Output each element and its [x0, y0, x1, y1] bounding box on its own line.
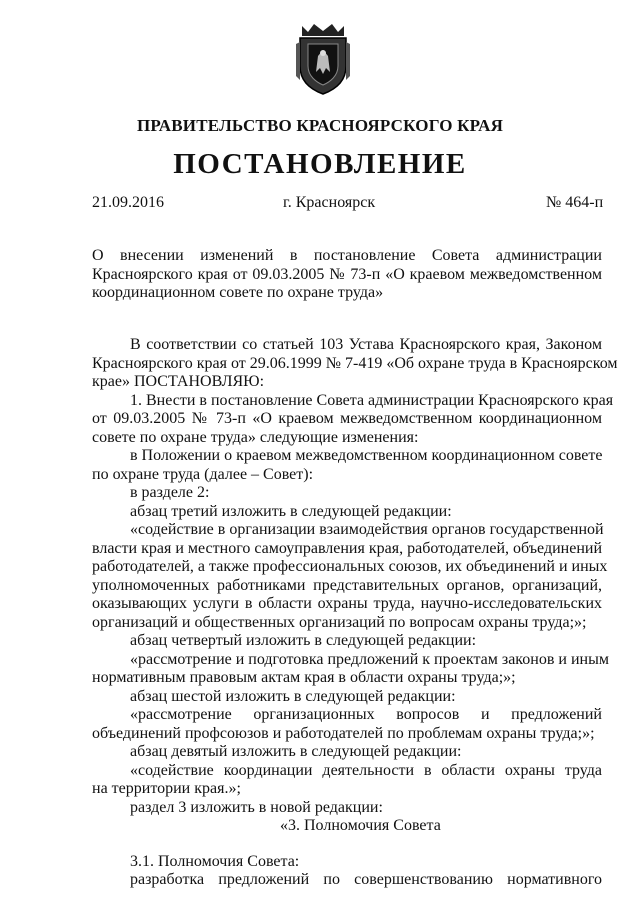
body-line: 3.1. Полномочия Совета: — [130, 852, 300, 870]
body-line: нормативным правовым актам края в области охраны труда;»; — [92, 669, 516, 686]
body-line: от 09.03.2005 № 73-п «О краевом межведомственном координационном — [92, 410, 602, 427]
body-line: 1. Внести в постановление Совета администрации Красноярского края — [130, 391, 614, 409]
body-line: разработка предложений по совершенствованию нормативного — [130, 871, 602, 888]
body-line: раздел 3 изложить в новой редакции: — [130, 798, 383, 816]
body-line: уполномоченных работниками представительных органов, организаций, — [92, 576, 602, 594]
body-line: на территории края.»; — [92, 780, 241, 797]
body-line: в Положении о краевом межведомственном координационном совете — [130, 447, 603, 464]
body-line: совете по охране труда» следующие изменения: — [92, 428, 419, 446]
body-line: абзац шестой изложить в следующей редакции: — [130, 687, 456, 705]
body-line: работодателей, а также профессиональных союзов, их объединений и иных — [92, 558, 608, 575]
body-line: в разделе 2: — [130, 484, 210, 501]
body-line: организаций и общественных организаций по вопросам охраны труда;»; — [92, 613, 587, 631]
body-line: по охране труда (далее – Совет): — [92, 465, 314, 483]
document-subject — [92, 247, 602, 303]
section-heading: «3. Полномочия Совета — [280, 817, 441, 834]
subject-line: Красноярского края от 09.03.2005 № 73-п «О краевом межведомственном — [92, 265, 602, 283]
organization-title: ПРАВИТЕЛЬСТВО КРАСНОЯРСКОГО КРАЯ — [136, 116, 504, 135]
body-line: власти края и местного самоуправления края, работодателей, объединений — [92, 539, 602, 557]
body-line: В соответствии со статьей 103 Устава Красноярского края, Законом — [130, 336, 602, 353]
body-line: крае» ПОСТАНОВЛЯЮ: — [92, 373, 265, 390]
subject-line: О внесении изменений в постановление Совета администрации — [92, 247, 602, 264]
coat-of-arms-icon — [294, 22, 352, 96]
body-line: «рассмотрение и подготовка предложений к проектам законов и иным — [130, 650, 609, 668]
document-number: № 464-п — [546, 194, 604, 211]
body-line: абзац третий изложить в следующей редакции: — [130, 502, 452, 520]
body-line: «содействие координации деятельности в области охраны труда — [130, 761, 602, 779]
body-line: абзац четвертый изложить в следующей редакции: — [130, 632, 477, 649]
body-line: «содействие в организации взаимодействия органов государственной — [130, 521, 604, 538]
document-type-title: ПОСТАНОВЛЕНИЕ — [173, 148, 467, 180]
subject-line: координационном совете по охране труда» — [92, 284, 384, 301]
document-city: г. Красноярск — [283, 194, 376, 211]
document-date: 21.09.2016 — [92, 194, 164, 211]
document-body — [92, 336, 618, 890]
body-line: «рассмотрение организационных вопросов и предложений — [130, 706, 602, 723]
body-line: оказывающих услуги в области охраны труда, научно-исследовательских — [92, 595, 602, 612]
body-line: объединений профсоюзов и работодателей по проблемам охраны труда;»; — [92, 724, 595, 742]
body-line: Красноярского края от 29.06.1999 № 7-419 «Об охране труда в Красноярском — [92, 354, 618, 372]
body-line: абзац девятый изложить в следующей редакции: — [130, 743, 462, 760]
